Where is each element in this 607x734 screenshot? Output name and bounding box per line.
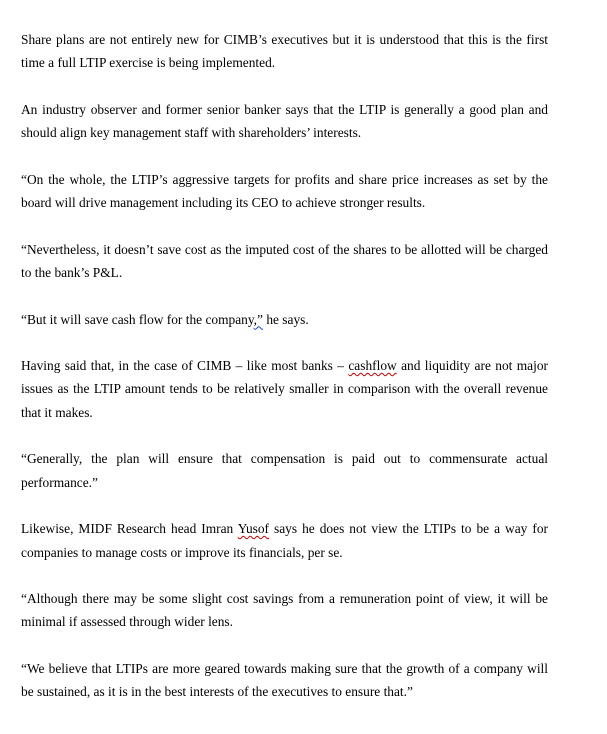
spelling-flagged-cashflow[interactable]: cashflow [348, 358, 397, 374]
paragraph-2: An industry observer and former senior banker says that the LTIP is generally a good plan and should align key management staff with shareholders’ interests. [21, 101, 548, 141]
paragraph-5-text-end: he says. [262, 311, 309, 327]
paragraph-1: Share plans are not entirely new for CIMB’s executives but it is understood that this is the first time a full LTIP exercise is being implemented. [21, 32, 548, 71]
paragraph-6-text-end: and liquidity are not major issues as the LTIP amount tends to be relatively smaller in comparison with the overall revenue that it makes. [21, 358, 549, 420]
spelling-flagged-yusof[interactable]: Yusof [237, 521, 270, 537]
paragraph-7: “Generally, the plan will ensure that compensation is paid out to commensurate actual performance.” [21, 451, 548, 490]
paragraph-8-text-end: says he does not view the LTIPs to be a way for companies to manage costs or improve its financials, per se. [21, 521, 548, 560]
paragraph-3: “On the whole, the LTIP’s aggressive targets for profits and share price increases as set by the board will drive management including its CEO to achieve stronger results. [21, 171, 548, 211]
paragraph-8 [21, 517, 548, 564]
paragraph-5 [21, 308, 548, 331]
paragraph-9: “Although there may be some slight cost savings from a remuneration point of view, it will be minimal if assessed through wider lens. [21, 591, 548, 630]
paragraph-8-text-start: Likewise, MIDF Research head Imran [21, 521, 238, 537]
paragraph-4: “Nevertheless, it doesn’t save cost as the imputed cost of the shares to be allotted will be charged to the bank’s P&L. [21, 241, 548, 280]
paragraph-6 [21, 354, 548, 424]
document-body[interactable] [21, 28, 548, 727]
grammar-flagged-punctuation[interactable]: ,” [253, 311, 263, 327]
paragraph-5-text-start: “But it will save cash flow for the company [21, 311, 254, 327]
paragraph-6-text-start: Having said that, in the case of CIMB – like most banks – [21, 358, 349, 374]
paragraph-10: “We believe that LTIPs are more geared towards making sure that the growth of a company will be sustained, as it is in the best interests of the executives to ensure that.” [21, 661, 548, 700]
